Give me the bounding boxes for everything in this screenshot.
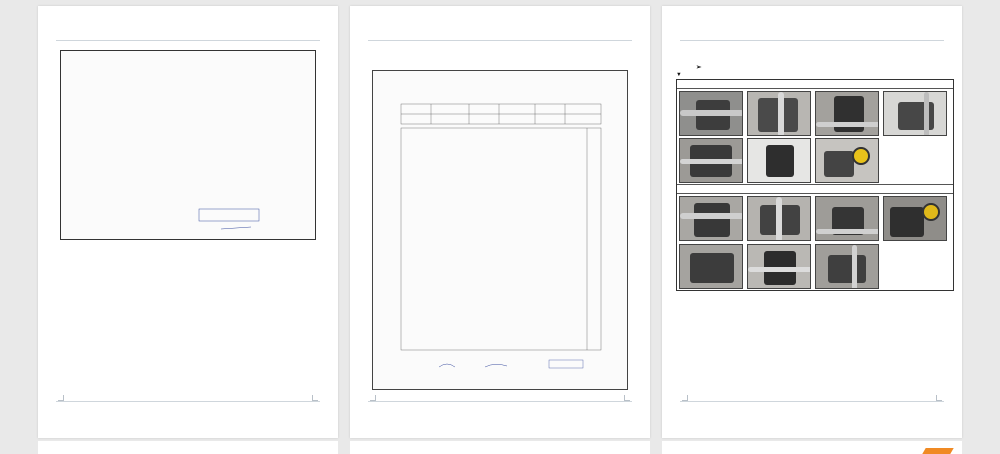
company-logo	[56, 14, 114, 40]
scan-sheet-graphic	[373, 71, 629, 391]
header-divider	[56, 40, 320, 41]
inspection-photo	[679, 138, 743, 183]
row-divider	[677, 193, 953, 194]
document-page-48	[662, 6, 962, 438]
dropdown-triangle-icon: ▼	[676, 72, 682, 78]
inspection-photo	[815, 196, 879, 241]
inspection-photo	[747, 196, 811, 241]
photo-table	[676, 79, 954, 291]
next-page-preview	[38, 441, 338, 454]
company-logo	[680, 14, 738, 40]
inspection-photo	[883, 196, 947, 241]
document-page-47	[350, 6, 650, 438]
page-header	[38, 6, 338, 40]
inspection-photo	[815, 138, 879, 183]
header-divider	[680, 40, 944, 41]
page-header	[350, 6, 650, 40]
row-divider	[677, 184, 953, 185]
row-divider	[677, 88, 953, 89]
document-page-46	[38, 6, 338, 438]
inspection-photo	[679, 244, 743, 289]
inspection-photo	[747, 91, 811, 136]
page-header	[662, 6, 962, 40]
inspection-photo	[815, 244, 879, 289]
decorative-stripe	[922, 448, 953, 454]
process-subheading: ➢	[696, 64, 705, 71]
dimensional-check-label	[676, 72, 682, 78]
footer-divider	[368, 401, 632, 402]
inspection-photo	[747, 244, 811, 289]
inspection-photo	[747, 138, 811, 183]
next-page-preview	[350, 441, 650, 454]
company-logo	[368, 14, 426, 40]
performance-test-record-scan	[60, 50, 316, 240]
inspection-photo	[679, 196, 743, 241]
footer-divider	[680, 401, 944, 402]
footer-divider	[56, 401, 320, 402]
header-divider	[368, 40, 632, 41]
scan-sheet-graphic	[61, 51, 317, 241]
next-page-preview	[662, 441, 962, 454]
inspection-photo	[883, 91, 947, 136]
inspection-photo	[815, 91, 879, 136]
visual-inspection-record-scan	[372, 70, 628, 390]
inspection-photo	[679, 91, 743, 136]
